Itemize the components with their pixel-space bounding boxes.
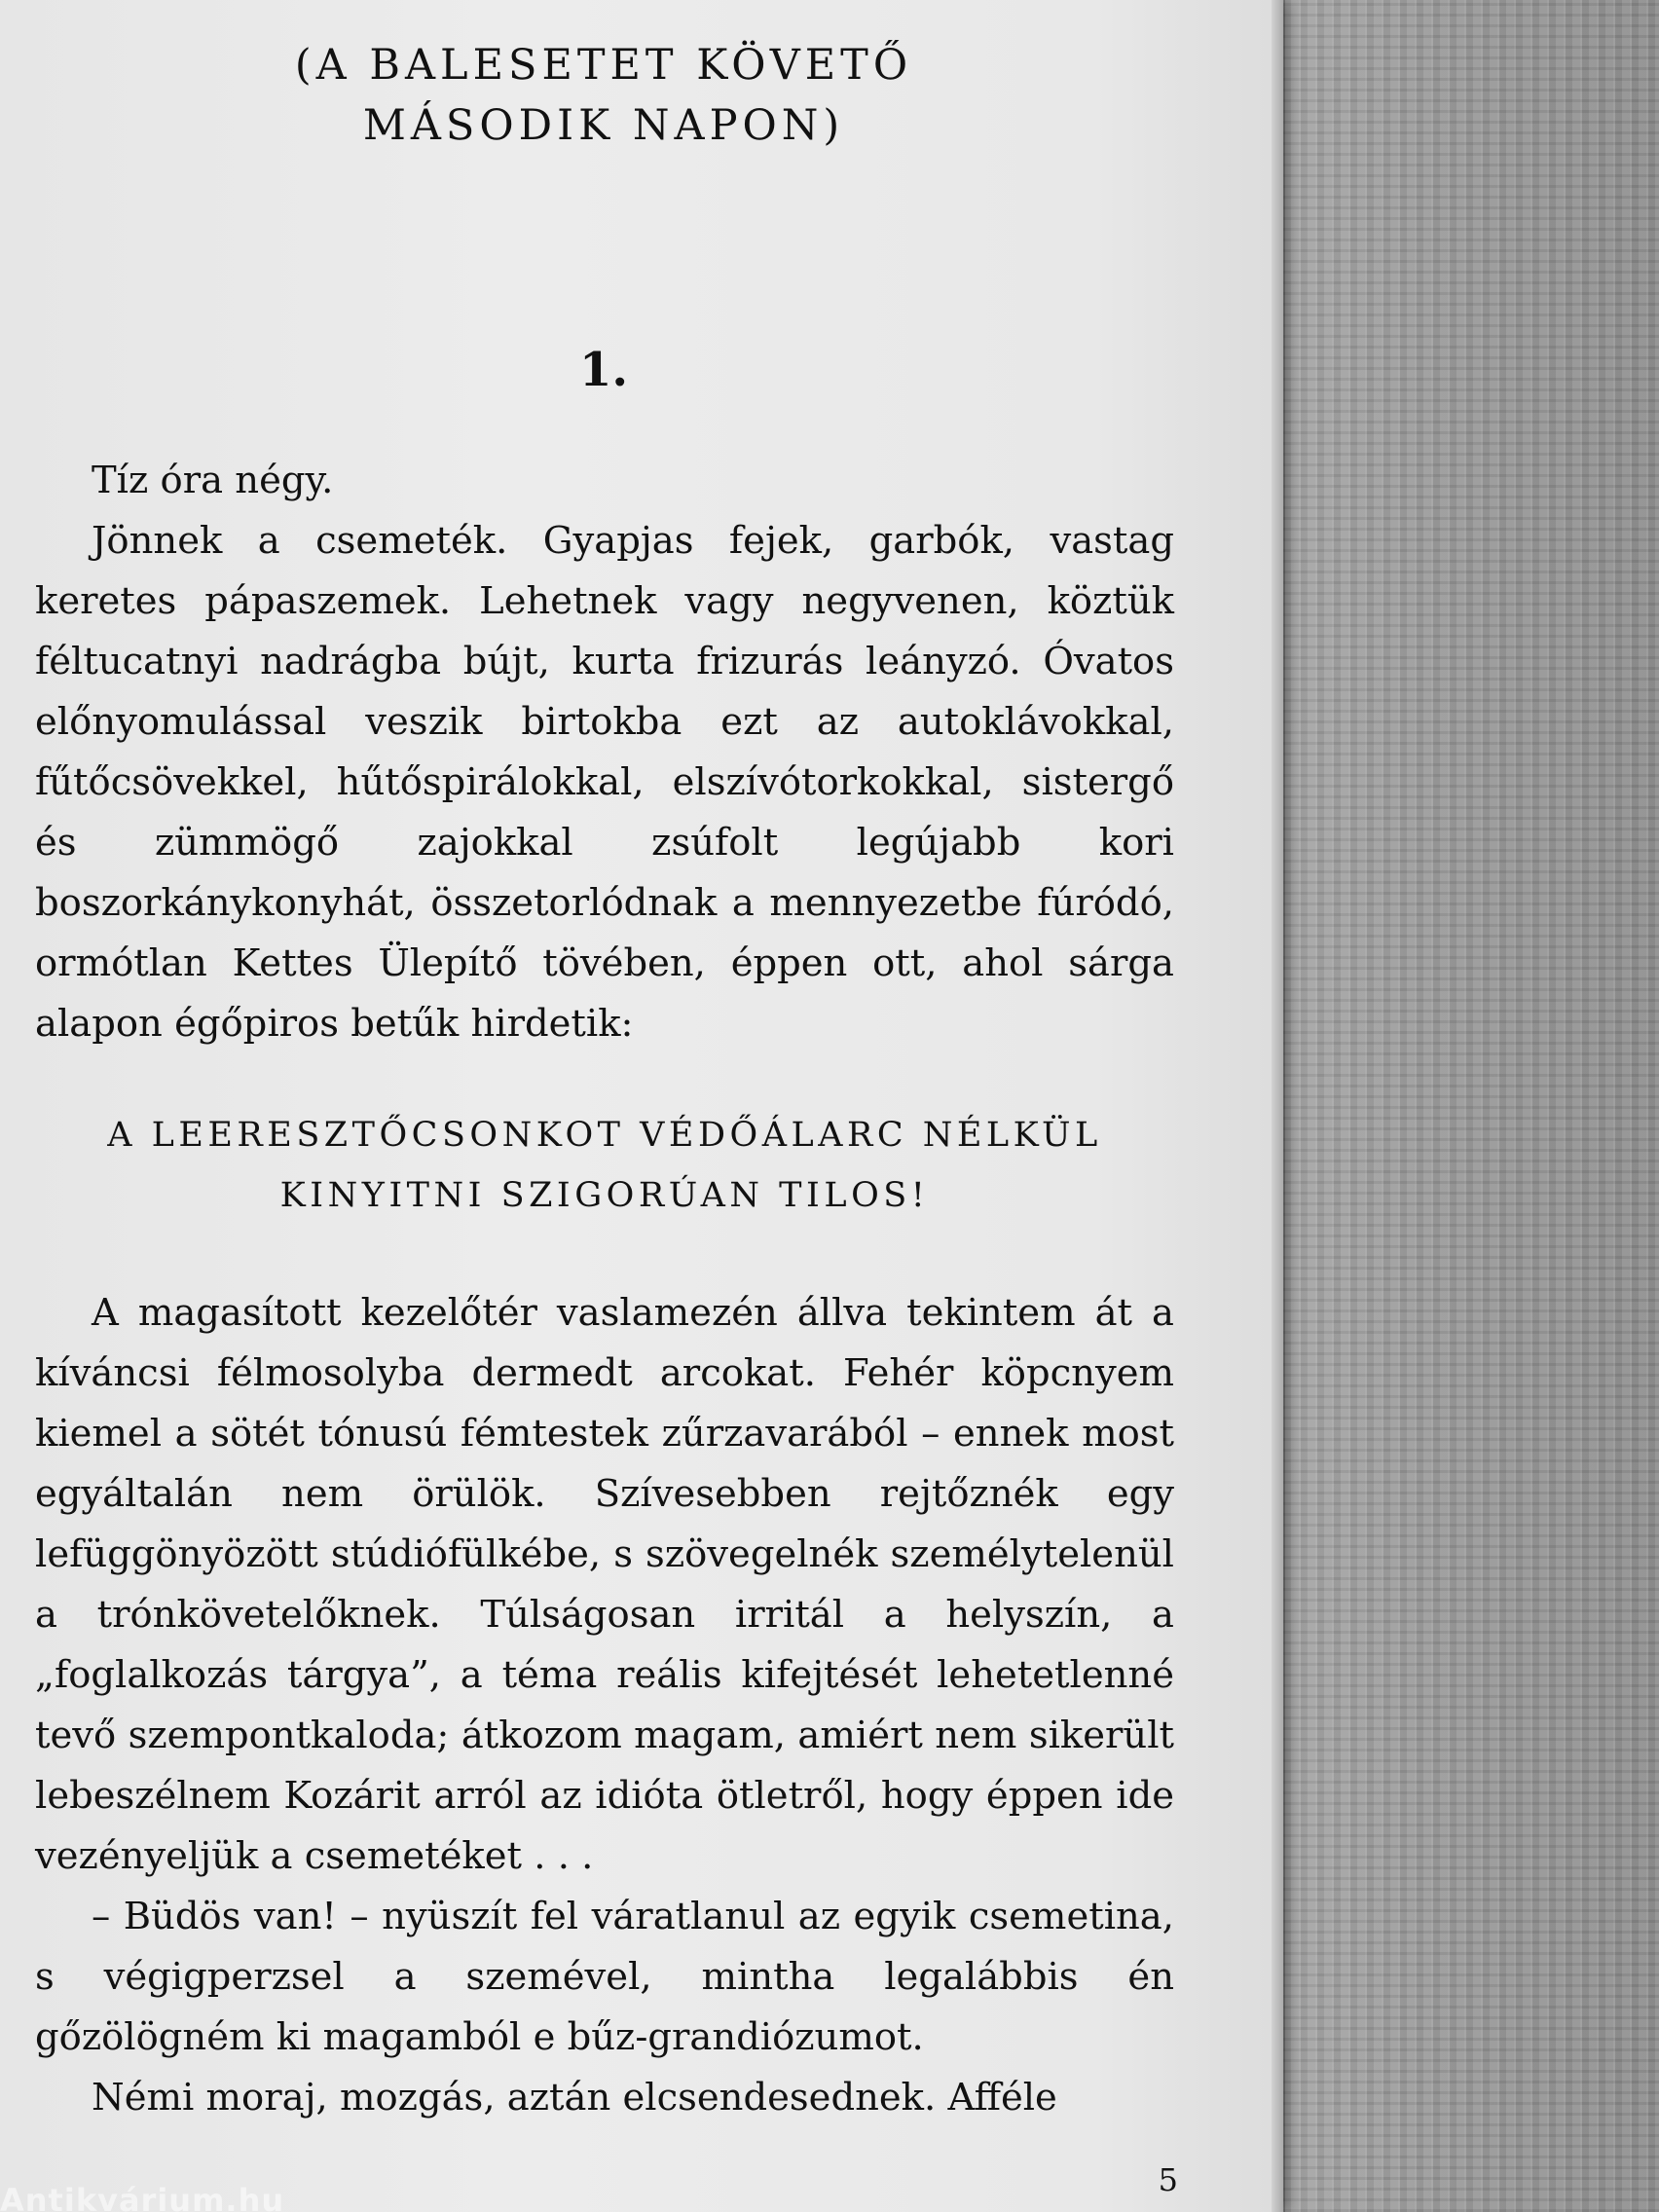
text-block-before-notice (35, 451, 1187, 1054)
warning-notice-line-1: A LEERESZTŐCSONKOT VÉDŐÁLARC NÉLKÜL (107, 1116, 1102, 1155)
paragraph: Némi moraj, mozgás, aztán elcsendesednek. Afféle (92, 2076, 1057, 2120)
paragraph: Jönnek a csemeték. Gyapjas fejek, garbók, vastag keretes pápaszemek. Lehetnek vagy negyvenen, köztük féltucatnyi nadrágba bújt, kurta frizurás leányzó. Óvatos előnyomulással veszik birtokba ezt az autoklávokkal, fűtőcsövekkel, hűtőspirálokkal, elszívótorkokkal, sistergő és zümmögő zajokkal zsúfolt legújabb kori boszorkánykonyhát, összetorlódnak a mennyezetbe fúródó, ormótlan Kettes Ülepítő tövében, éppen ott, ahol sárga alapon égőpiros betűk hirdetik: (35, 519, 1187, 1046)
paragraph: – Büdös van! – nyüszít fel váratlanul az egyik csemetina, s végigperzsel a szemével, mintha legalábbis én gőzölögném ki magamból e bűz-grandiózumot. (35, 1895, 1187, 2059)
text-block-after-notice (35, 1283, 1187, 2128)
paragraph: A magasított kezelőtér vaslamezén állva tekintem át a kíváncsi félmosolyba dermedt arcokat. Fehér köpcnyem kiemel a sötét tónusú fémtestek zűrzavarából – ennek most egyáltalán nem örülök. Szívesebben rejtőznék egy lefüggönyözött stúdiófülkébe, s szövegelnék személytelenül a trónkövetelőknek. Túlságosan irritál a helyszín, a „foglalkozás tárgya”, a téma reális kifejtését lehetetlenné tevő szempontkaloda; átkozom magam, amiért nem sikerült lebeszélnem Kozárit arról az idióta ötletről, hogy éppen ide vezényeljük a csemetéket . . . (35, 1291, 1187, 1878)
chapter-number: 1. (578, 343, 629, 397)
page-edge-shadow (1272, 0, 1285, 2212)
section-heading-line-1: (A BALESETET KÖVETŐ (294, 41, 913, 90)
page-number: 5 (1158, 2161, 1178, 2198)
section-heading-line-2: MÁSODIK NAPON) (362, 101, 845, 150)
background-surface (1266, 0, 1659, 2212)
paragraph: Tíz óra négy. (92, 459, 334, 502)
watermark: Antikvárium.hu (0, 2182, 285, 2212)
warning-notice-line-2: KINYITNI SZIGORÚAN TILOS! (279, 1176, 930, 1215)
